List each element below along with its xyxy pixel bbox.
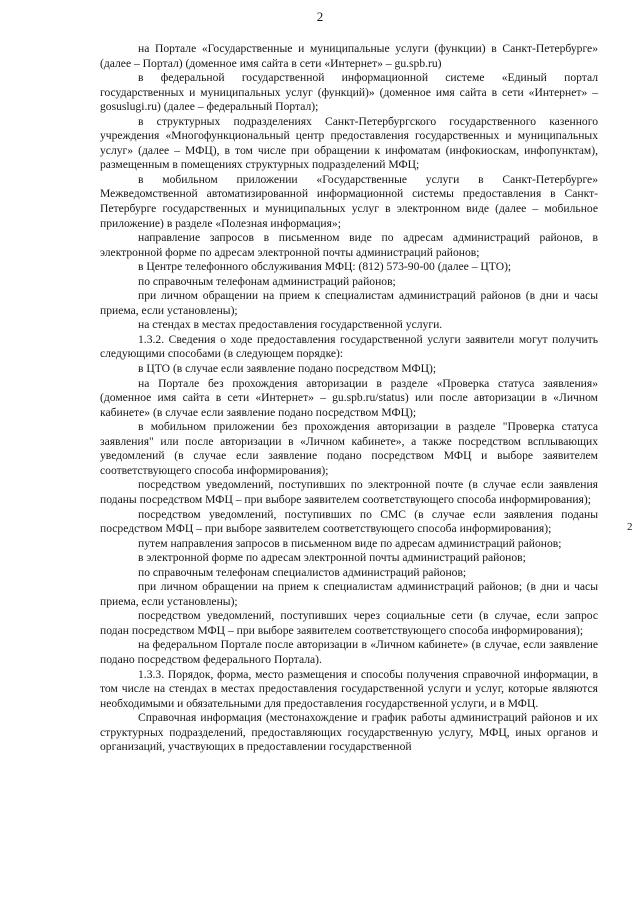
paragraph-section-1-3-3: 1.3.3. Порядок, форма, место размещения и способы получения справочной информации, в том числе на стендах в местах предоставления государственной услуги и услуг, которые являются необходимыми и обязательными для предоставления государственной услуги, и в МФЦ.	[100, 667, 598, 710]
paragraph-status-sms: посредством уведомлений, поступивших по СМС (в случае если заявления поданы посредством МФЦ – при выборе заявителем соответствующего способа информирования);	[100, 507, 598, 536]
paragraph-personal-visit: при личном обращении на прием к специалистам администраций районов (в дни и часы приема, если установлены);	[100, 289, 598, 317]
paragraph-status-federal-portal: на федеральном Портале после авторизации в «Личном кабинете» (в случае, если заявление подано посредством федерального Портала).	[100, 638, 598, 666]
paragraph-district-phones: по справочным телефонам администраций районов;	[138, 274, 396, 288]
paragraph-status-portal: на Портале без прохождения авторизации в разделе «Проверка статуса заявления» (доменное имя сайта в сети «Интернет» – gu.spb.ru/status) или после авторизации в «Личном кабинете» (в случае если заявление подано посредством МФЦ);	[100, 376, 598, 419]
margin-mark: 2	[627, 521, 633, 533]
paragraph-section-1-3-2: 1.3.2. Сведения о ходе предоставления государственной услуги заявители могут получить следующими способами (в следующем порядке):	[100, 332, 598, 361]
paragraph-written-requests: направление запросов в письменном виде по адресам администраций районов, в электронной форме по адресам электронной почты администраций районов;	[100, 231, 598, 259]
paragraph-federal-portal: в федеральной государственной информационной системе «Единый портал государственных и муниципальных услуг (функций)» (доменное имя сайта в сети «Интернет» – gosuslugi.ru) (далее – федеральный Портал);	[100, 71, 598, 114]
paragraph-status-visit: при личном обращении на прием к специалистам администраций районов; (в дни и часы приема, если установлены);	[100, 580, 598, 608]
document-body	[100, 42, 598, 755]
paragraph-status-written: путем направления запросов в письменном виде по адресам администраций районов;	[138, 536, 562, 550]
paragraph-reference-info: Справочная информация (местонахождение и график работы администраций районов и их структурных подразделений, предоставляющих государственную услугу, МФЦ, иных органов и организаций, участвующих в предоставлении государственной	[100, 711, 598, 754]
paragraph-status-phones: по справочным телефонам специалистов администраций районов;	[138, 565, 467, 579]
paragraph-status-social: посредством уведомлений, поступивших через социальные сети (в случае, если запрос подан посредством МФЦ – при выборе заявителем соответствующего способа информирования);	[100, 609, 598, 637]
paragraph-call-center: в Центре телефонного обслуживания МФЦ: (812) 573-90-00 (далее – ЦТО);	[138, 260, 512, 274]
paragraph-status-email-district: в электронной форме по адресам электронной почты администраций районов;	[138, 551, 526, 565]
paragraph-mobile-app: в мобильном приложении «Государственные услуги в Санкт-Петербурге» Межведомственной автоматизированной информационной системы предоставления в Санкт-Петербурге государственных и муниципальных услуг в электронном виде (далее – мобильное приложение) в разделе «Полезная информация»;	[100, 172, 598, 230]
paragraph-status-email: посредством уведомлений, поступивших по электронной почте (в случае если заявления поданы посредством МФЦ – при выборе заявителем соответствующего способа информирования);	[100, 478, 598, 506]
paragraph-portal-spb: на Портале «Государственные и муниципальные услуги (функции) в Санкт-Петербурге» (далее – Портал) (доменное имя сайта в сети «Интернет» – gu.spb.ru)	[100, 42, 598, 70]
paragraph-status-mobile-app: в мобильном приложении без прохождения авторизации в разделе "Проверка статуса заявления" или после авторизации в «Личном кабинете», а также посредством всплывающих уведомлений (в случае если заявление подано посредством МФЦ и выборе заявителем соответствующего способа информирования);	[100, 420, 598, 477]
page-number: 2	[316, 9, 324, 24]
paragraph-mfc: в структурных подразделениях Санкт-Петербургского государственного казенного учреждения «Многофункциональный центр предоставления государственных и муниципальных услуг» (далее – МФЦ), в том числе при обращении к инфоматам (инфокиоскам, инфопунктам), размещенным в помещениях структурных подразделений МФЦ;	[100, 114, 598, 172]
paragraph-stands: на стендах в местах предоставления государственной услуги.	[138, 318, 443, 332]
paragraph-status-cto: в ЦТО (в случае если заявление подано посредством МФЦ);	[138, 362, 437, 376]
